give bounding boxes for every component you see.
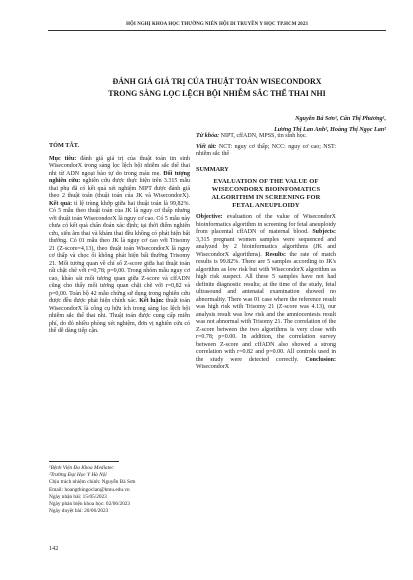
en-subjects-text: 3,315 pregnant women samples were sequenced and analyzed by 2 bioinformatics algorithms (JK and WisecondorX algorithms). — [196, 236, 336, 258]
subjects-label: Đối tượng nghiên cứu: — [49, 170, 190, 184]
authors — [136, 114, 386, 135]
objective-label: Mục tiêu: — [49, 155, 77, 162]
contact-email: Email: hoangthingoclan@hmu.edu.vn — [49, 486, 130, 493]
vietnamese-abstract — [49, 142, 190, 336]
english-title-line-1: EVALUATION OF THE VALUE OF — [213, 178, 319, 185]
article-title-line-1: ĐÁNH GIÁ GIÁ TRỊ CỦA THUẬT TOÁN WISECONDORX — [112, 77, 322, 86]
keywords-label: Từ khóa: — [196, 133, 220, 139]
en-subjects-label: Subjects: — [312, 229, 336, 235]
english-title — [196, 178, 336, 210]
conclusion-label: Kết luận: — [139, 298, 164, 304]
article-title-line-2: TRONG SÀNG LỌC LỆCH BỘI NHIỄM SẮC THỂ THAI NHI — [108, 89, 326, 98]
header-divider — [48, 30, 386, 31]
en-objective-label: Objective: — [196, 214, 223, 220]
affiliation-1: ¹Bệnh Viện Đa Khoa Medlatec — [49, 465, 114, 471]
corresponding-author: Chịu trách nhiệm chính: Nguyễn Bá Sơn — [49, 479, 136, 486]
results-label: Kết quả: — [49, 200, 73, 207]
right-column — [196, 133, 336, 372]
english-title-line-3: ALGORITHM IN SCREENING FOR — [211, 194, 321, 201]
keywords — [196, 133, 336, 141]
article-title — [48, 76, 386, 100]
conclusion-text: thuật toán WisecondorX là công cụ hữu ích trong sàng lọc lệch bội nhiễm sắc thể thai nhi. Thuật toán được cung cấp miễn phí, do đó nhiều phòng xét nghiệm, đơn vị nghiên cứu có thể dễ dàng tiếp cận. — [49, 298, 191, 334]
authors-line-2: Lương Thị Lan Anh², Hoàng Thị Ngọc Lan² — [274, 126, 386, 133]
review-date: Ngày phản biện khoa học: 02/06/2023 — [49, 501, 131, 508]
page-number: 142 — [49, 545, 59, 552]
en-objective-text: evaluation of the value of WisecondorX bioinformatics algorithm in screening for fetal aneuploidy from placental cffADN of maternal blood. — [196, 214, 336, 235]
subjects-text: nghiên cứu được thực hiện trên 3.315 mẫu thai phụ đã có kết quả xét nghiệm NIPT được đánh giá theo 2 thuật toán (thuật toán của JK và WisecondorX). — [49, 178, 190, 199]
en-results-label: Results: — [265, 251, 286, 258]
footnotes — [49, 461, 190, 515]
abbreviations-text: NCT: nguy cơ thấp; NCC: nguy cơ cao; NST: nhiễm sắc thể — [196, 143, 336, 157]
received-date: Ngày nhận bài: 15/05/2023 — [49, 493, 107, 500]
running-header: HỘI NGHỊ KHOA HỌC THƯỜNG NIÊN HỘI DI TRUYỀN Y HỌC TP.HCM 2023 — [126, 22, 308, 27]
en-conclusion-text: WisecondorX — [196, 364, 230, 370]
affiliation-2: ²Trường Đại Học Y Hà Nội — [49, 472, 107, 479]
results-text: tỉ lệ trùng khớp giữa hai thuật toán là 99,82%. Có 5 mẫu theo thuật toán của JK là nguy cơ thấp nhưng với thuật toán WisecondorX là nguy cơ cao. Có 5 mẫu này chưa có kết quả chẩn đoán xác định; tại thời điểm nghiên cứu, siêu âm thai và khám thai đều không có phát hiện bất thường. Có 01 mẫu theo JK là nguy cơ cao với Trisomy 21 (Z-score=4,13), theo thuật toán WisecondorX là nguy cơ thấp và chọc ối không phát hiện bất thường Trisomy 21. Mối tương quan về chỉ số Z-score giữa hai thuật toán rất chặt chẽ với r=0,78; p=0,00. Trong nhóm mẫu nguy cơ cao, khảo sát mối tương quan giữa Z-score và cffADN cũng cho thấy mối tương quan chặt chẽ với r=0,82 và p=0,00. Toàn bộ 42 mẫu chứng sử dụng trong nghiên cứu được đều được phát hiện chính xác. — [49, 200, 191, 304]
objective-text: đánh giá giá trị của thuật toán tin sinh WisecondorX trong sàng lọc lệch bội nhiễm sắc thể thai nhi từ ADN ngoại bào tự do trong máu mẹ. — [49, 155, 190, 177]
summary-heading: SUMMARY — [196, 165, 229, 173]
en-results-text: the rate of match results is 99.82%. There are 5 samples according to JK's algorithm as low risk but with WisecondorX algorithm as high risk suspect. All these 5 samples have not had definite diagnostic results; at the time of the study, fetal ultrasound and antenatal examination showed no abnormality. There was 01 case where the reference result was high risk with Trisomy 21 (Z-score was 4.13), our analysis result was low risk and the amniocentesis result was not abnormal with Trisomy 21. The correlation of the Z-score between the two algorithms is very close with r=0.78; p=0.00. In addition, the correlation survey between Z-score and cffADN also showed a strong correlation with r=0.82 and p=0.00. All controls used in the study were detected correctly. — [196, 251, 336, 363]
abstract-heading: TÓM TẮT. — [49, 142, 80, 149]
english-abstract-body — [196, 214, 336, 372]
footnote-divider — [49, 461, 119, 462]
accepted-date: Ngày duyệt bài: 20/06/2023 — [49, 508, 109, 515]
en-conclusion-label: Conclusion: — [305, 356, 336, 363]
english-title-line-4: FETAL ANEUPLOIDY — [232, 202, 300, 209]
abbreviations — [196, 144, 336, 159]
abstract-body — [49, 156, 190, 336]
english-title-line-2: WISECONDORX BIOINFOMATICS — [211, 186, 321, 193]
keywords-text: NIPT, cffADN, MPSS, tin sinh học. — [219, 133, 307, 139]
authors-line-1: Nguyễn Bá Sơn¹, Cấn Thị Phương¹, — [295, 116, 386, 122]
abbreviations-label: Viết tắt: — [196, 143, 217, 150]
